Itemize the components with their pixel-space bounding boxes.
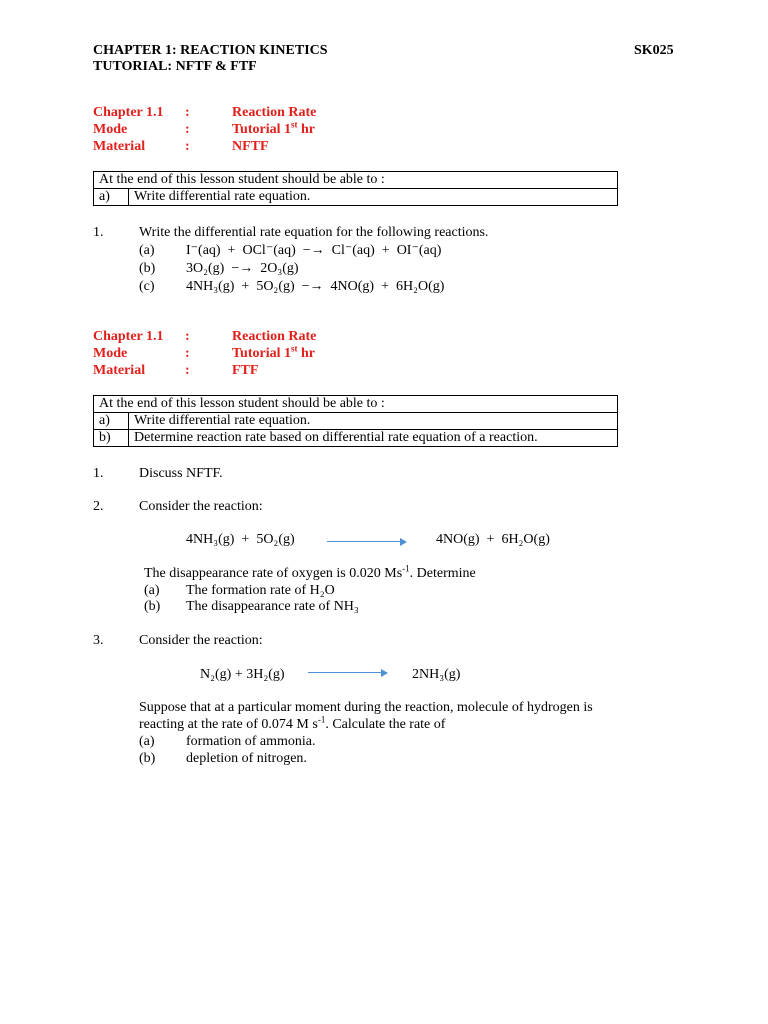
reaction-equation: 3O₂(g) −→ 2O₃(g): [186, 261, 299, 276]
tutorial-title: TUTORIAL: NFTF & FTF: [93, 59, 257, 74]
meta-value-mode: Tutorial 1st hr: [232, 343, 315, 361]
meta-label-mode: Mode: [93, 346, 128, 361]
part-letter: (b): [144, 599, 161, 614]
question-number: 2.: [93, 499, 104, 514]
question-number: 1.: [93, 466, 104, 481]
meta-sep: :: [185, 105, 190, 120]
meta-label-chapter: Chapter 1.1: [93, 105, 164, 120]
objective-text: Write differential rate equation.: [129, 413, 618, 430]
reaction-products: 2NH₃(g): [412, 667, 461, 682]
part-text: depletion of nitrogen.: [186, 751, 307, 766]
part-text: formation of ammonia.: [186, 734, 316, 749]
meta-value-material: FTF: [232, 363, 259, 378]
meta-value-chapter: Reaction Rate: [232, 329, 317, 344]
objective-letter: a): [94, 189, 129, 206]
chapter-title: CHAPTER 1: REACTION KINETICS: [93, 43, 328, 58]
meta-value-chapter: Reaction Rate: [232, 105, 317, 120]
reaction-equation: I⁻(aq) + OCl⁻(aq) −→ Cl⁻(aq) + OI⁻(aq): [186, 243, 442, 258]
question-text: Consider the reaction:: [139, 633, 263, 648]
meta-label-mode: Mode: [93, 122, 128, 137]
meta-sep: :: [185, 139, 190, 154]
question-body: Suppose that at a particular moment during the reaction, molecule of hydrogen is: [139, 700, 593, 715]
question-number: 3.: [93, 633, 104, 648]
meta-sep: :: [185, 122, 190, 137]
given-statement: The disappearance rate of oxygen is 0.020 $Ms^{-1}$. Determine: [144, 563, 476, 581]
reaction-reactants: N₂(g) + 3H₂(g): [200, 667, 285, 682]
part-letter: (a): [139, 734, 155, 749]
course-code: SK025: [634, 43, 674, 58]
reaction-equation: 4NH₃(g) + 5O₂(g) −→ 4NO(g) + 6H₂O(g): [186, 279, 445, 294]
meta-label-material: Material: [93, 363, 146, 378]
objectives-table: [93, 395, 618, 447]
part-letter: (a): [144, 583, 160, 598]
part-text: The formation rate of H₂O: [186, 583, 335, 598]
part-text: The disappearance rate of NH₃: [186, 599, 359, 614]
meta-sep: :: [185, 329, 190, 344]
reaction-letter: (c): [139, 279, 155, 294]
question-text: Write the differential rate equation for the following reactions.: [139, 225, 489, 240]
reaction-arrow-icon: [327, 538, 407, 546]
meta-label-material: Material: [93, 139, 146, 154]
question-text: Discuss NFTF.: [139, 466, 223, 481]
reaction-letter: (b): [139, 261, 156, 276]
meta-value-mode: Tutorial 1st hr: [232, 119, 315, 137]
table-row: [94, 430, 618, 447]
objectives-header: At the end of this lesson student should be able to :: [94, 396, 618, 413]
question-body: reacting at the rate of 0.074 M $s^{-1}$. Calculate the rate of: [139, 714, 446, 732]
objectives-table: [93, 171, 618, 206]
objective-letter: b): [94, 430, 129, 447]
meta-sep: :: [185, 363, 190, 378]
objective-letter: a): [94, 413, 129, 430]
question-number: 1.: [93, 225, 104, 240]
reaction-arrow-icon: [308, 669, 388, 677]
meta-sep: :: [185, 346, 190, 361]
question-text: Consider the reaction:: [139, 499, 263, 514]
part-letter: (b): [139, 751, 156, 766]
meta-value-material: NFTF: [232, 139, 269, 154]
reaction-products: 4NO(g) + 6H₂O(g): [436, 532, 550, 547]
reaction-letter: (a): [139, 243, 155, 258]
table-row: [94, 413, 618, 430]
meta-label-chapter: Chapter 1.1: [93, 329, 164, 344]
objective-text: Determine reaction rate based on differential rate equation of a reaction.: [129, 430, 618, 447]
objectives-header: At the end of this lesson student should be able to :: [94, 172, 618, 189]
table-row: [94, 189, 618, 206]
reaction-reactants: 4NH₃(g) + 5O₂(g): [186, 532, 295, 547]
objective-text: Write differential rate equation.: [129, 189, 618, 206]
